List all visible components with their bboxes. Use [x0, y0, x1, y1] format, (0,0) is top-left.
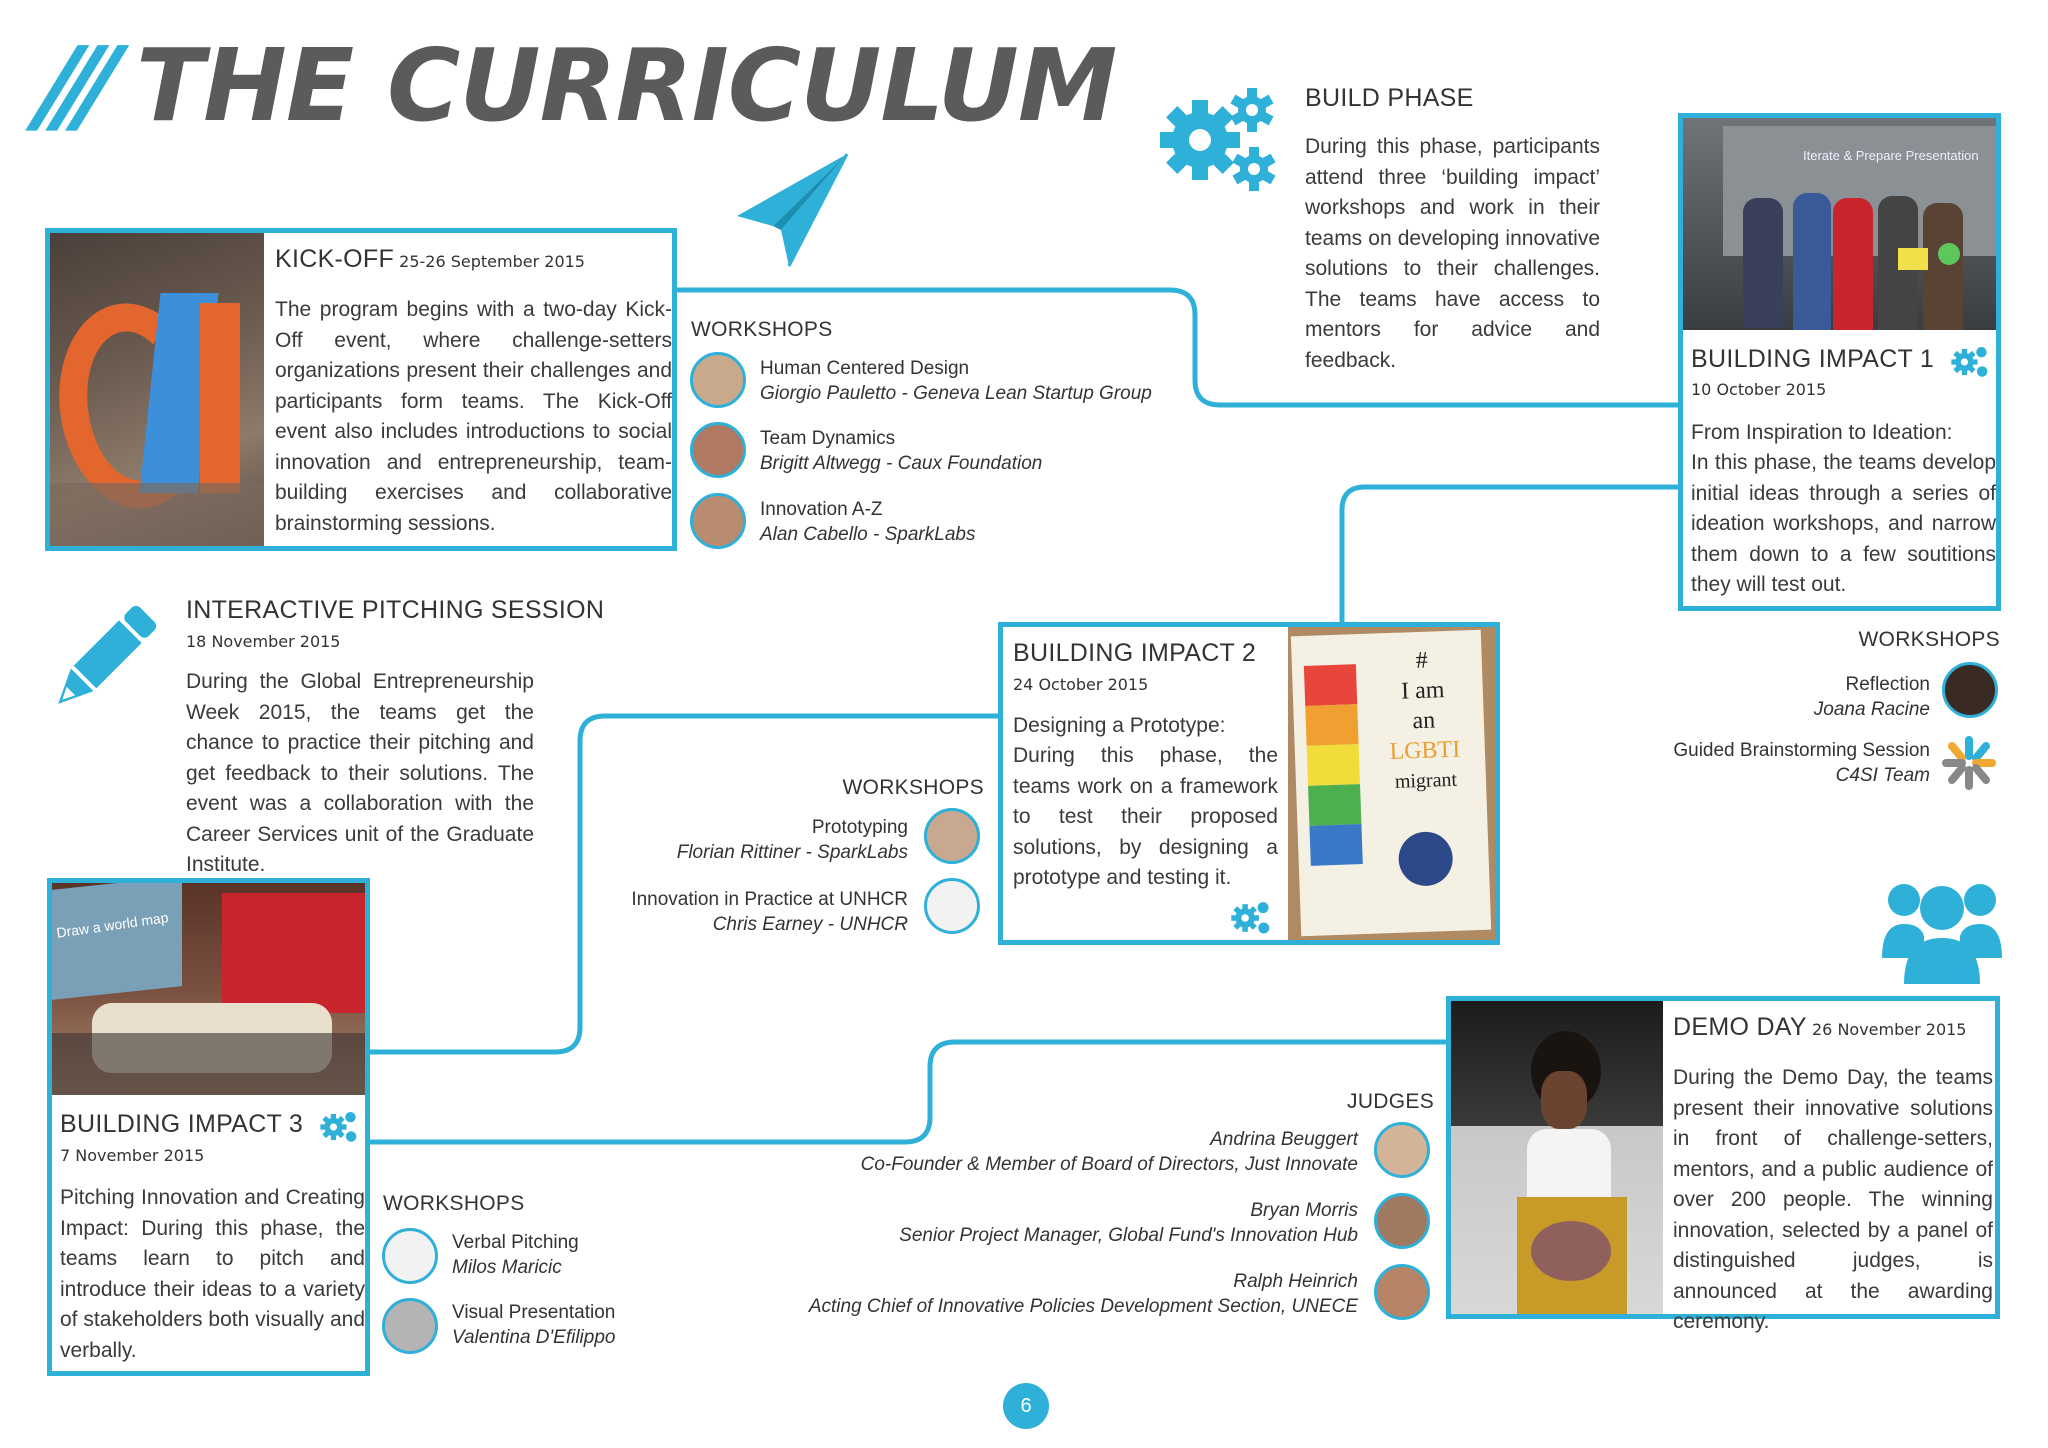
building-impact-1-date: 10 October 2015	[1691, 380, 1827, 399]
workshop-speaker: Giorgio Pauletto - Geneva Lean Startup Group	[760, 383, 1152, 404]
pencil-icon	[42, 600, 162, 720]
kickoff-card	[45, 228, 677, 551]
workshop-name: Innovation A-Z	[760, 499, 883, 520]
workshop-name: Team Dynamics	[760, 428, 896, 449]
avatar	[382, 1298, 438, 1354]
people-icon	[1880, 872, 2004, 984]
avatar	[690, 493, 746, 549]
workshop-speaker: Brigitt Altwegg - Caux Foundation	[760, 453, 1043, 474]
judge-role: Acting Chief of Innovative Policies Development Section, UNECE	[808, 1296, 1358, 1317]
workshop-name: Guided Brainstorming Session	[1673, 740, 1930, 761]
photo-caption: Draw a world map	[55, 909, 170, 941]
demo-day-photo	[1451, 1001, 1663, 1314]
workshop-speaker: Joana Racine	[1813, 699, 1930, 720]
avatar	[690, 352, 746, 408]
gears-icon	[1951, 344, 1991, 380]
workshop-speaker: Valentina D'Efilippo	[452, 1327, 616, 1348]
building-impact-1-body: In this phase, the teams develop initial ideas through a series of ideation workshops, and narrow them down to a few soutitions they will test out.	[1691, 451, 1996, 596]
building-impact-2-card	[998, 622, 1500, 945]
workshop-name: Visual Presentation	[452, 1302, 616, 1323]
title-slashes: ///	[33, 24, 107, 146]
kickoff-workshops-label: WORKSHOPS	[691, 318, 833, 341]
poster-text: LGBTI	[1389, 736, 1461, 766]
workshop-name: Innovation in Practice at UNHCR	[631, 889, 908, 910]
paper-plane-icon	[735, 150, 855, 270]
judge-name: Ralph Heinrich	[1233, 1271, 1358, 1292]
build-phase-heading: BUILD PHASE	[1305, 84, 1474, 112]
judge-role: Co-Founder & Member of Board of Directors, Just Innovate	[860, 1154, 1358, 1175]
title-text: THE CURRICULUM	[135, 26, 1117, 144]
workshop-speaker: Milos Maricic	[452, 1257, 562, 1278]
building-impact-1-heading: BUILDING IMPACT 1	[1691, 345, 1935, 373]
building-impact-1-subtitle: From Inspiration to Ideation:	[1691, 421, 1953, 444]
building-impact-1-photo	[1683, 118, 1996, 330]
kickoff-date: 25-26 September 2015	[399, 252, 585, 271]
workshop-name: Human Centered Design	[760, 358, 970, 379]
build-phase-body: During this phase, participants attend three ‘building impact’ workshops and work in their teams on developing innovative solutions to their challenges. The teams have access to mentors for advice and feedback.	[1305, 135, 1600, 372]
kickoff-photo	[50, 233, 264, 546]
pitching-body: During the Global Entrepreneurship Week 2015, the teams get the chance to practice their pitching and get feedback to their solutions. The event was a collaboration with the Career Services unit of the Graduate Institute.	[186, 670, 534, 876]
avatar	[382, 1228, 438, 1284]
demo-day-card	[1446, 996, 2000, 1333]
building-impact-3-date: 7 November 2015	[60, 1146, 205, 1165]
kickoff-heading: KICK-OFF	[275, 245, 395, 273]
workshop-name: Verbal Pitching	[452, 1232, 579, 1253]
demo-day-body: During the Demo Day, the teams present their innovative solutions in front of challenge-setters, mentors, and a public audience of over 200 people. The winning innovation, selected by a panel of distinguished judges, is announced at the awarding ceremony.	[1673, 1066, 1993, 1333]
building-impact-3-workshops-label: WORKSHOPS	[383, 1192, 525, 1215]
workshop-speaker: Florian Rittiner - SparkLabs	[676, 842, 908, 863]
gears-icon	[320, 1109, 360, 1145]
avatar	[924, 878, 980, 934]
avatar	[1374, 1193, 1430, 1249]
photo-caption: Iterate & Prepare Presentation	[1803, 148, 1979, 163]
building-impact-2-subtitle: Designing a Prototype:	[1013, 714, 1226, 737]
pitching-date: 18 November 2015	[186, 632, 341, 651]
building-impact-3-body: Pitching Innovation and Creating Impact: During this phase, the teams learn to pitch and introduce their ideas to a variety of stakeholders both visually and verbally.	[60, 1186, 365, 1362]
building-impact-1-card	[1678, 113, 2001, 611]
avatar	[690, 422, 746, 478]
kickoff-body: The program begins with a two-day Kick-Off event, where challenge-setters organizations present their challenges and participants form teams. The Kick-Off event also includes introductions to social innovation and entrepreneurship, team-building exercises and collaborative brainstorming sessions.	[275, 298, 672, 535]
poster-text: an	[1412, 707, 1436, 735]
building-impact-2-body: During this phase, the teams work on a framework to test their proposed solutions, by designing a prototype and testing it.	[1013, 744, 1278, 889]
page-title	[33, 24, 1117, 146]
page-number	[1003, 1383, 1049, 1429]
demo-day-heading: DEMO DAY	[1673, 1013, 1807, 1041]
building-impact-1-workshops-label: WORKSHOPS	[1858, 628, 2000, 651]
building-impact-2-date: 24 October 2015	[1013, 675, 1149, 694]
building-impact-3-photo	[52, 883, 365, 1095]
workshop-speaker: Chris Earney - UNHCR	[712, 914, 908, 935]
workshop-speaker: Alan Cabello - SparkLabs	[760, 524, 976, 545]
judge-name: Bryan Morris	[1250, 1200, 1358, 1221]
building-impact-2-workshops-label: WORKSHOPS	[842, 776, 984, 799]
poster-text: I am	[1400, 677, 1445, 705]
building-impact-2-heading: BUILDING IMPACT 2	[1013, 639, 1257, 667]
gears-icon	[1160, 85, 1280, 195]
workshop-name: Reflection	[1845, 674, 1930, 695]
c4si-logo-icon	[1940, 734, 1998, 792]
building-impact-2-photo	[1288, 627, 1495, 940]
building-impact-3-heading: BUILDING IMPACT 3	[60, 1110, 304, 1138]
gears-icon	[1231, 899, 1273, 937]
avatar	[1942, 662, 1998, 718]
poster-text: migrant	[1394, 768, 1458, 793]
avatar	[924, 808, 980, 864]
avatar	[1374, 1264, 1430, 1320]
judge-name: Andrina Beuggert	[1210, 1129, 1358, 1150]
judge-role: Senior Project Manager, Global Fund's Innovation Hub	[899, 1225, 1358, 1246]
building-impact-3-card	[47, 878, 370, 1376]
workshop-speaker: C4SI Team	[1835, 765, 1930, 786]
workshop-name: Prototyping	[811, 817, 908, 838]
demo-day-date: 26 November 2015	[1812, 1020, 1967, 1039]
avatar	[1374, 1122, 1430, 1178]
page-number-text: 6	[1020, 1394, 1032, 1417]
pitching-heading: INTERACTIVE PITCHING SESSION	[186, 596, 605, 624]
judges-label: JUDGES	[1347, 1090, 1434, 1113]
poster-text: #	[1415, 647, 1429, 675]
